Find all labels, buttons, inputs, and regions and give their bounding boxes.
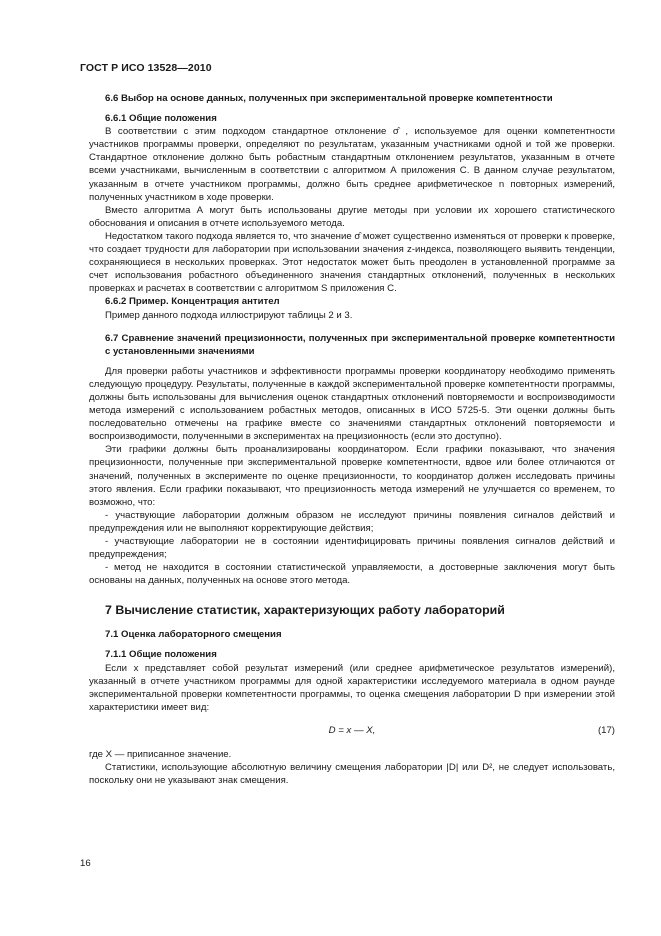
section-7-1-1-paragraph-2: Статистики, использующие абсолютную величину смещения лаборатории |D| или D², не следует использовать, поскольку они не указывают знак смещения. (89, 762, 615, 787)
formula-number: (17) (597, 724, 615, 736)
section-6-6-1-paragraph-1: В соответствии с этим подходом стандартное отклонение σ̂ , используемое для оценки компетентности участников программы проверки, определяют по результатам, указанным участниками одной и той же проверки. Стандартное отклонение должно быть робастным стандартным отклонением результатов, указанным в отчете всеми участниками, вычисленным в соответствии с алгоритмом А приложения С. В данном случае результатом, указанным в отчете участником программы, должно быть среднее арифметическое n повторных измерений, полученных участником в ходе проверки. (89, 126, 615, 203)
section-6-7-list-item: - метод не находится в состоянии статистической управляемости, а достоверные заключения могут быть основаны на данных, полученных на основе этого метода. (89, 562, 615, 587)
section-6-6-2-paragraph: Пример данного подхода иллюстрируют таблицы 2 и 3. (105, 309, 353, 321)
section-6-7-paragraph-2: Эти графики должны быть проанализированы координатором. Если графики показывают, что значения прецизионности, полученные при экспериментальной проверке компетентности, вдвое или более отличаются от значений, полученных в эксперименте по оценке прецизионности, то координатор должен исследовать причины этого явления. Если графики показывают, что прецизионность метода измерений не улучшается со временем, то возможно, что: (89, 444, 615, 508)
section-6-6-1-paragraph-3: Недостатком такого подхода является то, что значение σ̂ может существенно изменяться от проверки к проверке, что создает трудности для лаборатории при использовании значения z-индекса, позволяющего выявить тенденции, сохраняющиеся в нескольких проверках. Этот недостаток может быть преодолен в установленной программе за счет использования робастного объединенного значения стандартных отклонений, полученных в нескольких проверках и расчетах в соответствии с алгоритмом S приложения С. (89, 230, 615, 295)
formula-where-clause: где X — приписанное значение. (89, 748, 232, 760)
section-7-1-1-paragraph-1: Если x представляет собой результат измерений (или среднее арифметическое результатов измерений), указанный в отчете участником программы для одной характеристики исследуемого материала в одном раунде экспериментальной проверки компетентности программы, то оценка смещения лаборатории D при измерении этой характеристики имеет вид: (89, 662, 615, 713)
section-6-6-heading: 6.6 Выбор на основе данных, полученных при экспериментальной проверке компетентности (105, 93, 553, 104)
page-body (89, 92, 615, 787)
page-number: 16 (80, 858, 91, 869)
section-7-heading: 7 Вычисление статистик, характеризующих работу лабораторий (105, 603, 505, 618)
section-6-6-1-paragraph-2: Вместо алгоритма А могут быть использованы другие методы при условии их хорошего статистического обоснования и описания в отчете используемого метода. (89, 204, 615, 229)
section-6-7-list-item: - участвующие лаборатории должным образом не исследуют причины появления сигналов действий и предупреждения или не выполняют корректирующие действия; (89, 509, 615, 534)
section-6-7-heading: 6.7 Сравнение значений прецизионности, полученных при экспериментальной проверке компетентности с установленными значениями (105, 332, 615, 357)
section-6-7-paragraph-1: Для проверки работы участников и эффективности программы проверки координатору необходимо применять следующую процедуру. Результаты, полученные в каждой экспериментальной проверке компетентности программы, должны быть использованы для вычисления оценок стандартных отклонений повторяемости и воспроизводимости метода измерений с использованием робастных методов, описанных в ИСО 5725-5. Эти оценки должны быть последовательно отмечены на графике вместе со значениями стандартных отклонений повторяемости и воспроизводимости, полученными в экспериментах на прецизионность (если это доступно). (89, 365, 615, 443)
section-6-6-1-heading: 6.6.1 Общие положения (105, 113, 217, 125)
section-7-1-heading: 7.1 Оценка лабораторного смещения (105, 629, 282, 641)
section-6-7-list-item: - участвующие лаборатории не в состоянии идентифицировать причины появления сигналов действий и предупреждения; (89, 536, 615, 561)
formula-17 (89, 721, 615, 741)
section-7-1-1-heading: 7.1.1 Общие положения (105, 649, 217, 661)
formula-expression: D = x — X, (328, 724, 376, 736)
section-6-6-2-heading: 6.6.2 Пример. Концентрация антител (105, 296, 280, 308)
standard-designation: ГОСТ Р ИСО 13528—2010 (80, 62, 212, 74)
